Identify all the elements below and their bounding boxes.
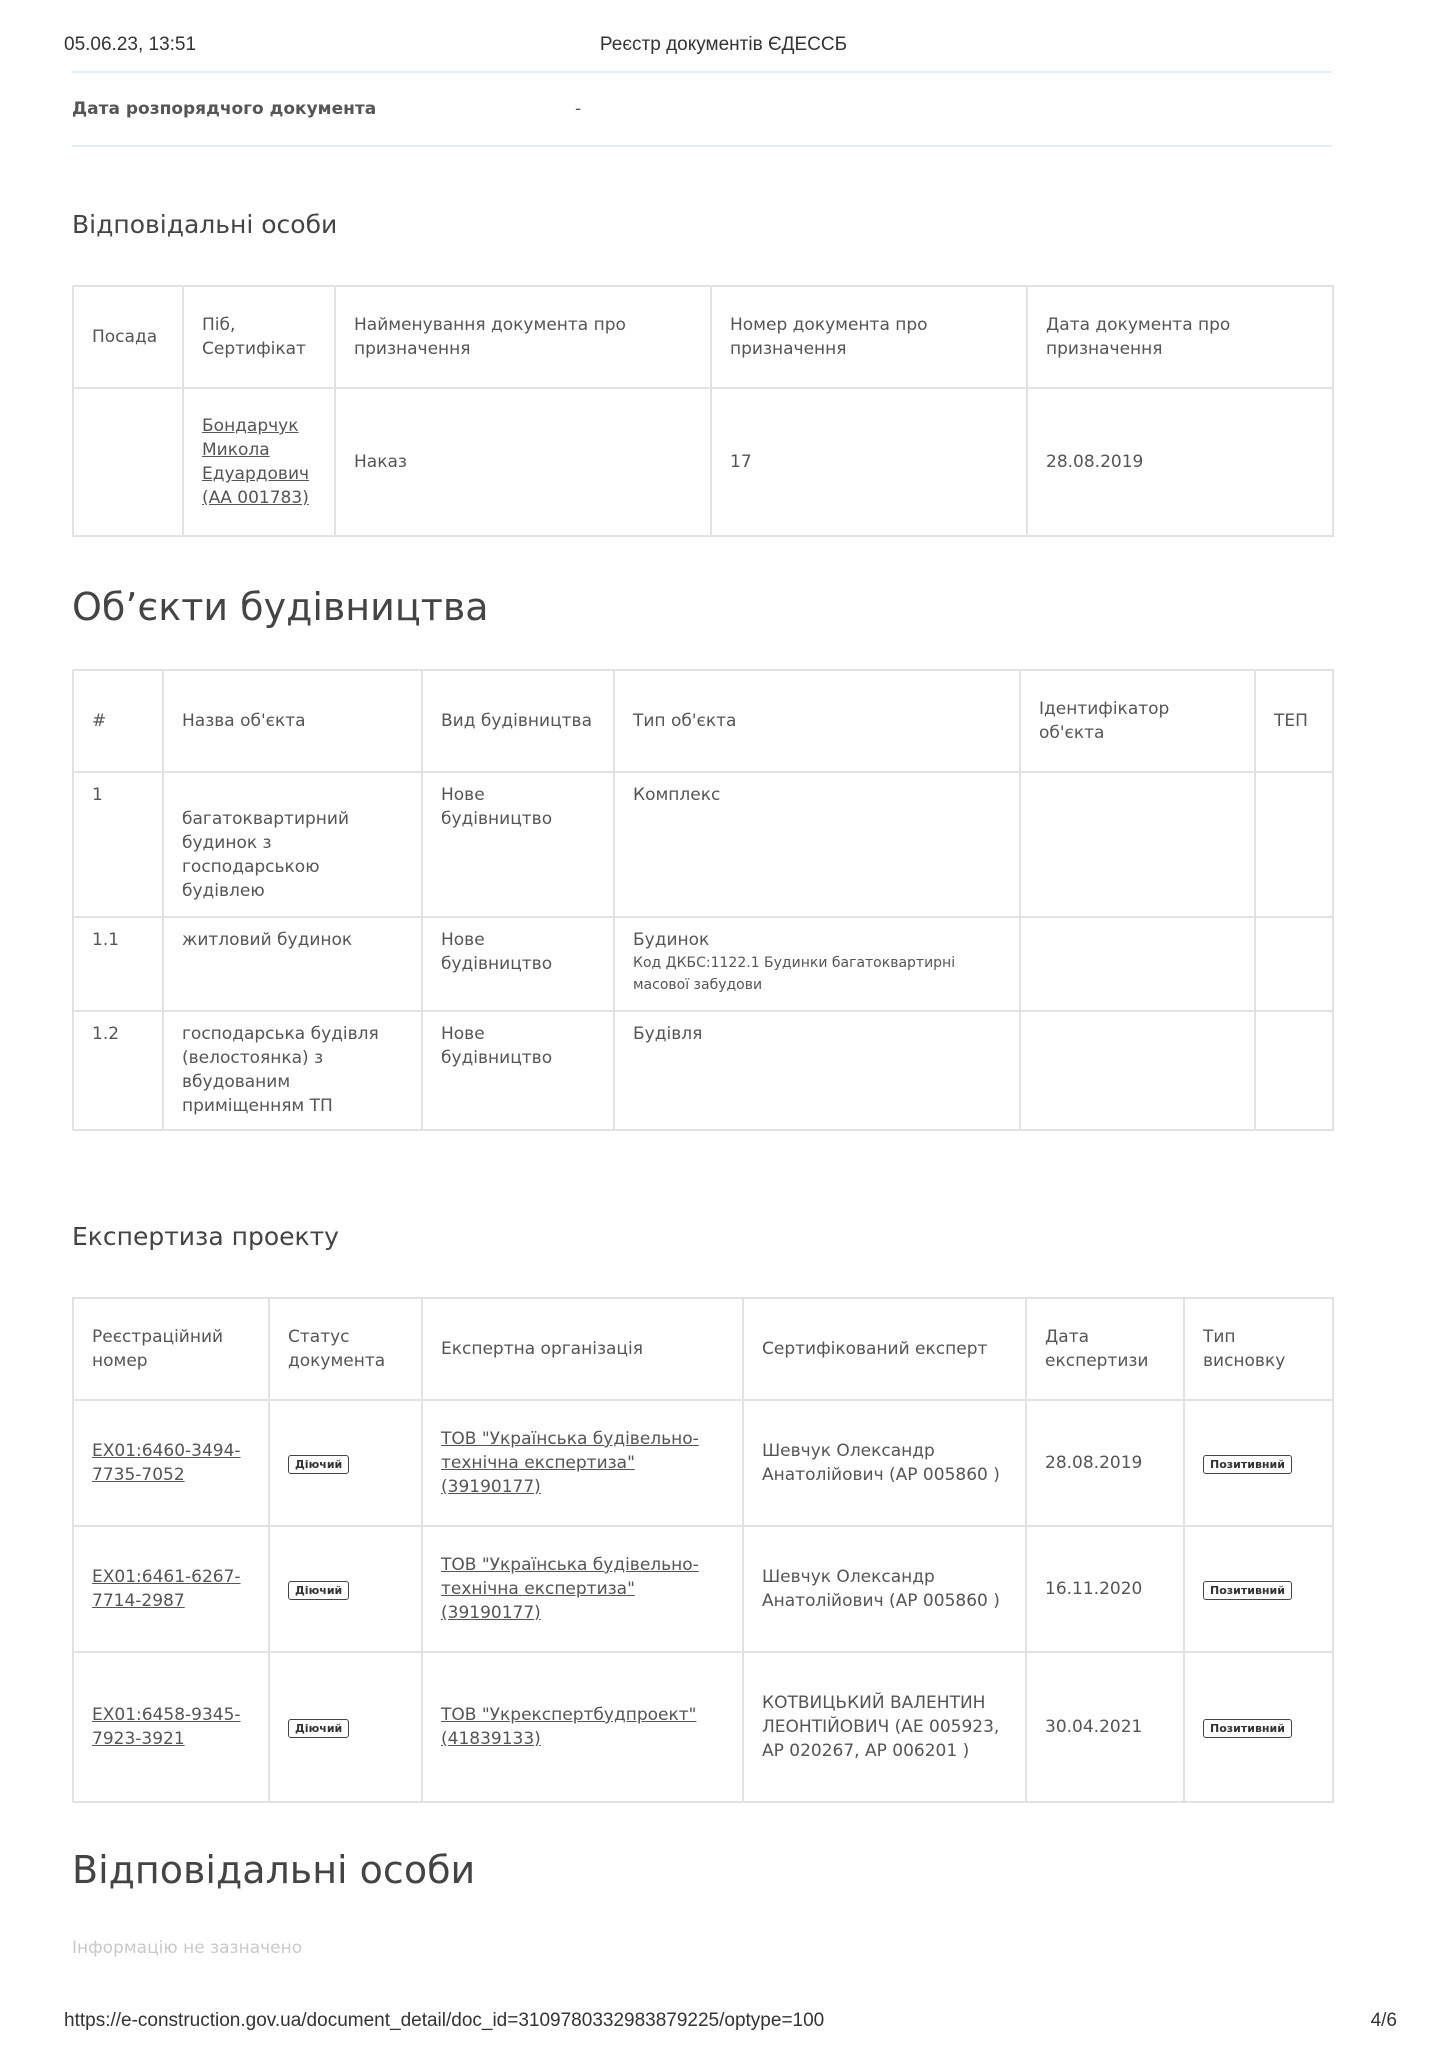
table-row (73, 388, 1333, 536)
conclusion-badge: Позитивний (1203, 1455, 1292, 1474)
org-cell (422, 1526, 743, 1652)
column-header: Ідентифікатор об'єкта (1020, 670, 1255, 772)
org-cell (422, 1652, 743, 1802)
column-header: Найменування документа про призначення (335, 286, 711, 388)
doc-date-value: - (575, 99, 582, 119)
table-header-row (73, 670, 1333, 772)
object-name-cell: житловий будинок (163, 917, 422, 1011)
object-type: Будинок (633, 930, 710, 950)
column-header: ТЕП (1255, 670, 1333, 772)
reg-number-cell (73, 1400, 269, 1526)
object-kind-cell: Нове будівництво (422, 1011, 614, 1130)
object-tep-cell (1255, 772, 1333, 917)
empty-info-text: Інформацію не зазначено (72, 1938, 303, 1958)
org-link[interactable]: ТОВ "Українська будівельно-технічна експертиза" (39190177) (441, 1429, 699, 1497)
object-number-cell: 1.1 (73, 917, 163, 1011)
table-header-row (73, 1298, 1333, 1400)
expertise-table (72, 1297, 1334, 1803)
table-header-row (73, 286, 1333, 388)
object-tep-cell (1255, 917, 1333, 1011)
status-badge: Діючий (288, 1581, 349, 1600)
section-title-responsible: Відповідальні особи (72, 210, 338, 239)
reg-number-link[interactable]: ЕХ01:6458-9345-7923-3921 (92, 1705, 241, 1749)
table-row (73, 1011, 1333, 1130)
column-header: Тип об'єкта (614, 670, 1020, 772)
divider (72, 145, 1332, 147)
doc-date-cell: 28.08.2019 (1027, 388, 1333, 536)
construction-objects-table (72, 669, 1334, 1131)
section-title-expertise: Експертиза проекту (72, 1222, 339, 1251)
reg-number-link[interactable]: ЕХ01:6461-6267-7714-2987 (92, 1567, 241, 1611)
column-header: Тип висновку (1184, 1298, 1333, 1400)
table-row (73, 1652, 1333, 1802)
object-id-cell (1020, 917, 1255, 1011)
status-cell (269, 1400, 422, 1526)
status-cell (269, 1652, 422, 1802)
person-link[interactable]: Бондарчук Микола Едуардович (АА 001783) (202, 416, 310, 508)
org-cell (422, 1400, 743, 1526)
object-type-cell (614, 772, 1020, 917)
doc-name-cell: Наказ (335, 388, 711, 536)
table-row (73, 772, 1333, 917)
table-row (73, 1400, 1333, 1526)
expert-cell: Шевчук Олександр Анатолійович (АР 005860 ) (743, 1400, 1026, 1526)
section-title-objects: Об’єкти будівництва (72, 585, 489, 629)
org-link[interactable]: ТОВ "Укрекспертбудпроект" (41839133) (441, 1705, 697, 1749)
page-counter: 4/6 (1370, 2010, 1397, 2031)
object-tep-cell (1255, 1011, 1333, 1130)
column-header: Експертна організація (422, 1298, 743, 1400)
conclusion-cell (1184, 1652, 1333, 1802)
print-footer (64, 2010, 1397, 2034)
column-header: Сертифікований експерт (743, 1298, 1026, 1400)
object-number-cell: 1 (73, 772, 163, 917)
status-badge: Діючий (288, 1455, 349, 1474)
conclusion-badge: Позитивний (1203, 1581, 1292, 1600)
print-title: Реєстр документів ЄДЕССБ (599, 34, 848, 55)
object-id-cell (1020, 1011, 1255, 1130)
conclusion-badge: Позитивний (1203, 1719, 1292, 1738)
conclusion-cell (1184, 1526, 1333, 1652)
conclusion-cell (1184, 1400, 1333, 1526)
expertise-date-cell: 30.04.2021 (1026, 1652, 1184, 1802)
doc-date-label: Дата розпорядчого документа (72, 99, 377, 119)
reg-number-cell (73, 1652, 269, 1802)
column-header: Назва об'єкта (163, 670, 422, 772)
column-header: Піб, Сертифікат (183, 286, 335, 388)
section-title-responsible-2: Відповідальні особи (72, 1848, 476, 1892)
column-header: Номер документа про призначення (711, 286, 1027, 388)
column-header: Вид будівництва (422, 670, 614, 772)
object-name-cell: багатоквартирний будинок з господарською будівлею (163, 772, 422, 917)
column-header: Реєстраційний номер (73, 1298, 269, 1400)
person-cell (183, 388, 335, 536)
status-badge: Діючий (288, 1719, 349, 1738)
expertise-date-cell: 16.11.2020 (1026, 1526, 1184, 1652)
doc-number-cell: 17 (711, 388, 1027, 536)
responsible-persons-table (72, 285, 1334, 537)
object-type: Комплекс (633, 785, 721, 805)
position-cell (73, 388, 183, 536)
object-type: Будівля (633, 1024, 703, 1044)
object-kind-cell: Нове будівництво (422, 772, 614, 917)
table-row (73, 1526, 1333, 1652)
expertise-date-cell: 28.08.2019 (1026, 1400, 1184, 1526)
divider (72, 71, 1332, 73)
column-header: Дата експертизи (1026, 1298, 1184, 1400)
object-number-cell: 1.2 (73, 1011, 163, 1130)
expert-cell: Шевчук Олександр Анатолійович (АР 005860 ) (743, 1526, 1026, 1652)
print-url: https://e-construction.gov.ua/document_detail/doc_id=3109780332983879225/optype=100 (64, 2010, 825, 2031)
object-type-cell (614, 1011, 1020, 1130)
object-name-cell: господарська будівля (велостоянка) з вбудованим приміщенням ТП (163, 1011, 422, 1130)
reg-number-cell (73, 1526, 269, 1652)
reg-number-link[interactable]: ЕХ01:6460-3494-7735-7052 (92, 1441, 241, 1485)
object-code: Код ДКБС:1122.1 Будинки багатоквартирні масової забудови (633, 955, 956, 993)
table-row (73, 917, 1333, 1011)
status-cell (269, 1526, 422, 1652)
object-type-cell (614, 917, 1020, 1011)
object-id-cell (1020, 772, 1255, 917)
column-header: Статус документа (269, 1298, 422, 1400)
org-link[interactable]: ТОВ "Українська будівельно-технічна експертиза" (39190177) (441, 1555, 699, 1623)
column-header: Посада (73, 286, 183, 388)
expert-cell: КОТВИЦЬКИЙ ВАЛЕНТИН ЛЕОНТІЙОВИЧ (АЕ 005923, АР 020267, АР 006201 ) (743, 1652, 1026, 1802)
column-header: # (73, 670, 163, 772)
print-date: 05.06.23, 13:51 (64, 34, 197, 55)
print-header (64, 34, 1383, 58)
object-kind-cell: Нове будівництво (422, 917, 614, 1011)
column-header: Дата документа про призначення (1027, 286, 1333, 388)
